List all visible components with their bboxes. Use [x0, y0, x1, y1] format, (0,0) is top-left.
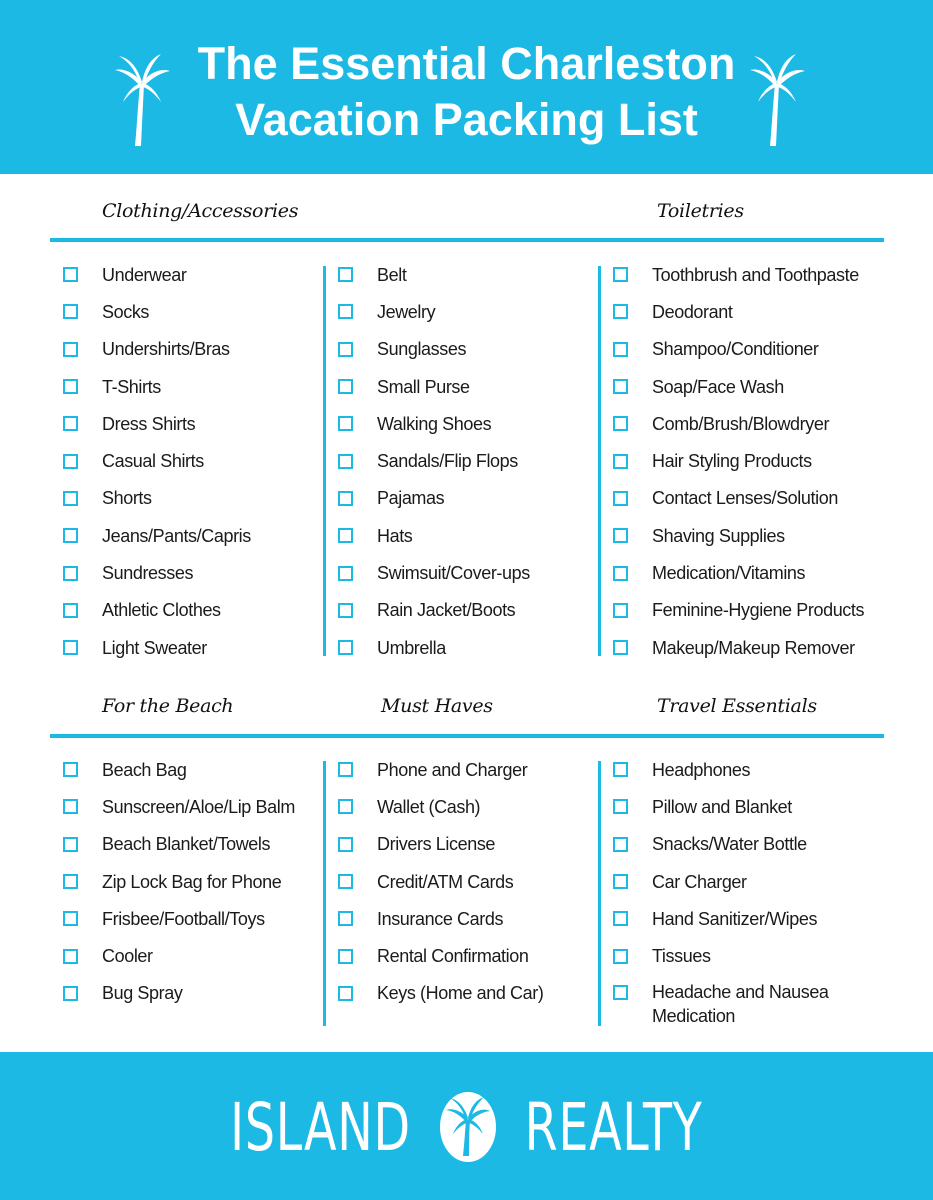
checkbox-icon[interactable]	[338, 911, 353, 926]
checklist-item	[338, 405, 588, 442]
checkbox-icon[interactable]	[338, 342, 353, 357]
checklist-item-label: Swimsuit/Cover-ups	[377, 563, 530, 584]
checkbox-icon[interactable]	[338, 874, 353, 889]
checklist-item-label: Rain Jacket/Boots	[377, 600, 516, 621]
checkbox-icon[interactable]	[613, 342, 628, 357]
checklist-item	[63, 368, 313, 405]
checklist-item	[613, 788, 903, 825]
checklist-item-label: Tissues	[652, 946, 711, 967]
checklist-item	[613, 900, 903, 937]
column-divider	[323, 266, 326, 656]
brand-word-right: REALTY	[525, 1088, 703, 1166]
checklist-item-label: Car Charger	[652, 871, 747, 892]
checklist-item	[613, 405, 903, 442]
checklist-item-label: Beach Blanket/Towels	[102, 834, 271, 855]
checklist-item	[63, 592, 313, 629]
checkbox-icon[interactable]	[63, 491, 78, 506]
beach-list	[63, 751, 313, 1012]
checklist-item-label: Sundresses	[102, 563, 194, 584]
checklist-item	[338, 331, 588, 368]
checkbox-icon[interactable]	[63, 986, 78, 1001]
checklist-item-label: Shampoo/Conditioner	[652, 339, 819, 360]
checkbox-icon[interactable]	[613, 566, 628, 581]
checklist-item	[338, 480, 588, 517]
checkbox-icon[interactable]	[63, 454, 78, 469]
checklist-item	[338, 751, 588, 788]
checklist-item-label: Belt	[377, 264, 407, 285]
title-line-1: The Essential Charleston	[197, 38, 736, 89]
checklist-item	[613, 256, 903, 293]
section-title-must-haves: Must Haves	[381, 695, 493, 717]
checklist-item	[613, 368, 903, 405]
checklist-item	[63, 629, 313, 666]
checklist-item	[613, 517, 903, 554]
checklist-item	[63, 517, 313, 554]
checklist-item	[613, 293, 903, 330]
checklist-item	[63, 331, 313, 368]
column-divider	[598, 266, 601, 656]
checklist-item	[63, 480, 313, 517]
checkbox-icon[interactable]	[613, 454, 628, 469]
checklist-item	[613, 331, 903, 368]
checklist-item	[63, 751, 313, 788]
checkbox-icon[interactable]	[63, 949, 78, 964]
checklist-item	[338, 368, 588, 405]
checklist-item	[338, 900, 588, 937]
checkbox-icon[interactable]	[63, 267, 78, 282]
checkbox-icon[interactable]	[613, 416, 628, 431]
checklist-item-label: Wallet (Cash)	[377, 796, 481, 817]
checkbox-icon[interactable]	[613, 837, 628, 852]
checkbox-icon[interactable]	[63, 603, 78, 618]
checklist-item-label: Headache and Nausea Medication	[652, 981, 829, 1026]
checkbox-icon[interactable]	[613, 267, 628, 282]
checklist-item-label: Insurance Cards	[377, 908, 504, 929]
checklist-item	[338, 975, 588, 1012]
checklist-item	[338, 592, 588, 629]
checklist-item-label: Headphones	[652, 759, 751, 780]
checkbox-icon[interactable]	[338, 379, 353, 394]
checkbox-icon[interactable]	[338, 566, 353, 581]
checklist-item-label: Bug Spray	[102, 983, 183, 1004]
checkbox-icon[interactable]	[63, 837, 78, 852]
checklist-item	[613, 480, 903, 517]
checklist-item	[63, 405, 313, 442]
checklist-item	[63, 554, 313, 591]
checkbox-icon[interactable]	[613, 603, 628, 618]
checklist-item-label: Feminine-Hygiene Products	[652, 600, 865, 621]
checklist-item-label: Makeup/Makeup Remover	[652, 637, 855, 658]
checkbox-icon[interactable]	[613, 304, 628, 319]
checklist-item-label: Shorts	[102, 488, 152, 509]
checkbox-icon[interactable]	[338, 528, 353, 543]
clothing-list-col1	[63, 256, 313, 666]
checkbox-icon[interactable]	[63, 911, 78, 926]
checklist-item-label: Socks	[102, 301, 150, 322]
footer-banner	[0, 1052, 933, 1200]
checklist-item	[63, 788, 313, 825]
checklist-item	[63, 937, 313, 974]
checkbox-icon[interactable]	[338, 267, 353, 282]
section-divider-top	[50, 238, 884, 242]
checklist-item	[613, 442, 903, 479]
checklist-item-label: Deodorant	[652, 301, 733, 322]
checkbox-icon[interactable]	[63, 640, 78, 655]
checklist-item	[613, 826, 903, 863]
checkbox-icon[interactable]	[338, 837, 353, 852]
checklist-item-label: Medication/Vitamins	[652, 563, 806, 584]
brand-word-left: ISLAND	[230, 1088, 412, 1166]
checkbox-icon[interactable]	[613, 949, 628, 964]
checkbox-icon[interactable]	[613, 640, 628, 655]
checklist-item-label: Casual Shirts	[102, 451, 204, 472]
checklist-item-label: Snacks/Water Bottle	[652, 834, 807, 855]
checklist-item	[613, 592, 903, 629]
checklist-item-label: Toothbrush and Toothpaste	[652, 264, 859, 285]
checklist-item-label: Frisbee/Football/Toys	[102, 908, 265, 929]
checklist-item	[613, 629, 903, 666]
brand-logo	[0, 1082, 933, 1172]
checkbox-icon[interactable]	[338, 949, 353, 964]
section-title-beach: For the Beach	[102, 695, 234, 717]
clothing-list-col2	[338, 256, 588, 666]
checklist-item-label: Undershirts/Bras	[102, 339, 230, 360]
checklist-item-label: Pillow and Blanket	[652, 796, 792, 817]
checkbox-icon[interactable]	[63, 762, 78, 777]
checklist-item	[613, 937, 903, 974]
checklist-item-label: Umbrella	[377, 637, 446, 658]
title-line-2: Vacation Packing List	[235, 94, 698, 145]
checklist-item-label: Shaving Supplies	[652, 525, 785, 546]
checkbox-icon[interactable]	[613, 985, 628, 1000]
palm-tree-icon	[440, 1092, 496, 1162]
checklist-item-label: Jeans/Pants/Capris	[102, 525, 251, 546]
checkbox-icon[interactable]	[338, 762, 353, 777]
checklist-item-label: Pajamas	[377, 488, 445, 509]
checklist-item-label: Athletic Clothes	[102, 600, 221, 621]
checklist-item-label: Walking Shoes	[377, 413, 492, 434]
section-title-travel: Travel Essentials	[657, 695, 817, 717]
checklist-item	[63, 256, 313, 293]
checklist-item-label: Phone and Charger	[377, 759, 528, 780]
checklist-item	[63, 975, 313, 1012]
checkbox-icon[interactable]	[338, 491, 353, 506]
checklist-item-label: Dress Shirts	[102, 413, 196, 434]
checkbox-icon[interactable]	[63, 304, 78, 319]
checkbox-icon[interactable]	[63, 566, 78, 581]
checklist-item-label: Sunglasses	[377, 339, 467, 360]
checklist-item-label: Contact Lenses/Solution	[652, 488, 838, 509]
checkbox-icon[interactable]	[338, 416, 353, 431]
checklist-item	[338, 256, 588, 293]
checklist-item-label: Drivers License	[377, 834, 496, 855]
checkbox-icon[interactable]	[63, 799, 78, 814]
checklist-item-label: Keys (Home and Car)	[377, 983, 544, 1004]
checkbox-icon[interactable]	[613, 799, 628, 814]
must-haves-list	[338, 751, 588, 1012]
checkbox-icon[interactable]	[613, 491, 628, 506]
checkbox-icon[interactable]	[63, 379, 78, 394]
checkbox-icon[interactable]	[63, 416, 78, 431]
header-banner	[0, 0, 933, 174]
checklist-item-label: Zip Lock Bag for Phone	[102, 871, 282, 892]
column-divider	[323, 761, 326, 1026]
checklist-item	[338, 937, 588, 974]
checklist-item	[338, 554, 588, 591]
column-divider	[598, 761, 601, 1026]
checklist-item	[63, 293, 313, 330]
checklist-item-label: Sandals/Flip Flops	[377, 451, 518, 472]
checklist-item	[338, 442, 588, 479]
checklist-item-label: Hats	[377, 525, 413, 546]
checkbox-icon[interactable]	[613, 528, 628, 543]
section-title-toiletries: Toiletries	[657, 200, 744, 222]
checkbox-icon[interactable]	[338, 454, 353, 469]
checklist-item	[63, 442, 313, 479]
checklist-item-label: Soap/Face Wash	[652, 376, 784, 397]
checklist-item	[63, 900, 313, 937]
checklist-item-label: Small Purse	[377, 376, 470, 397]
checklist-item	[613, 975, 903, 1025]
checkbox-icon[interactable]	[63, 342, 78, 357]
brand-palm-badge	[440, 1092, 496, 1162]
checklist-item-label: Sunscreen/Aloe/Lip Balm	[102, 796, 295, 817]
checkbox-icon[interactable]	[613, 874, 628, 889]
checklist-item	[338, 788, 588, 825]
checkbox-icon[interactable]	[338, 986, 353, 1001]
checklist-item	[613, 863, 903, 900]
checkbox-icon[interactable]	[613, 379, 628, 394]
section-title-clothing: Clothing/Accessories	[102, 200, 299, 222]
checklist-item-label: Light Sweater	[102, 637, 207, 658]
checklist-item	[338, 826, 588, 863]
checkbox-icon[interactable]	[613, 911, 628, 926]
checklist-item	[338, 517, 588, 554]
checklist-item-label: Hand Sanitizer/Wipes	[652, 908, 818, 929]
checklist-item-label: Cooler	[102, 946, 153, 967]
checklist-item	[613, 554, 903, 591]
checklist-item-label: Rental Confirmation	[377, 946, 529, 967]
checklist-item-label: Hair Styling Products	[652, 451, 812, 472]
checkbox-icon[interactable]	[338, 799, 353, 814]
checklist-item	[613, 751, 903, 788]
palm-tree-icon	[748, 54, 806, 148]
checklist-item-label: Underwear	[102, 264, 187, 285]
checklist-item-label: Beach Bag	[102, 759, 187, 780]
checklist-item	[63, 863, 313, 900]
checklist-item	[338, 293, 588, 330]
checkbox-icon[interactable]	[613, 762, 628, 777]
checklist-item-label: Jewelry	[377, 301, 436, 322]
checkbox-icon[interactable]	[338, 304, 353, 319]
checkbox-icon[interactable]	[338, 640, 353, 655]
checkbox-icon[interactable]	[338, 603, 353, 618]
checklist-item-label: Comb/Brush/Blowdryer	[652, 413, 830, 434]
checklist-item-label: Credit/ATM Cards	[377, 871, 514, 892]
section-divider-bottom	[50, 734, 884, 738]
checklist-item-label: T-Shirts	[102, 376, 161, 397]
toiletries-list	[613, 256, 903, 666]
travel-list	[613, 751, 903, 1025]
checkbox-icon[interactable]	[63, 528, 78, 543]
checklist-item	[63, 826, 313, 863]
checklist-item	[338, 629, 588, 666]
checklist-item	[338, 863, 588, 900]
checkbox-icon[interactable]	[63, 874, 78, 889]
